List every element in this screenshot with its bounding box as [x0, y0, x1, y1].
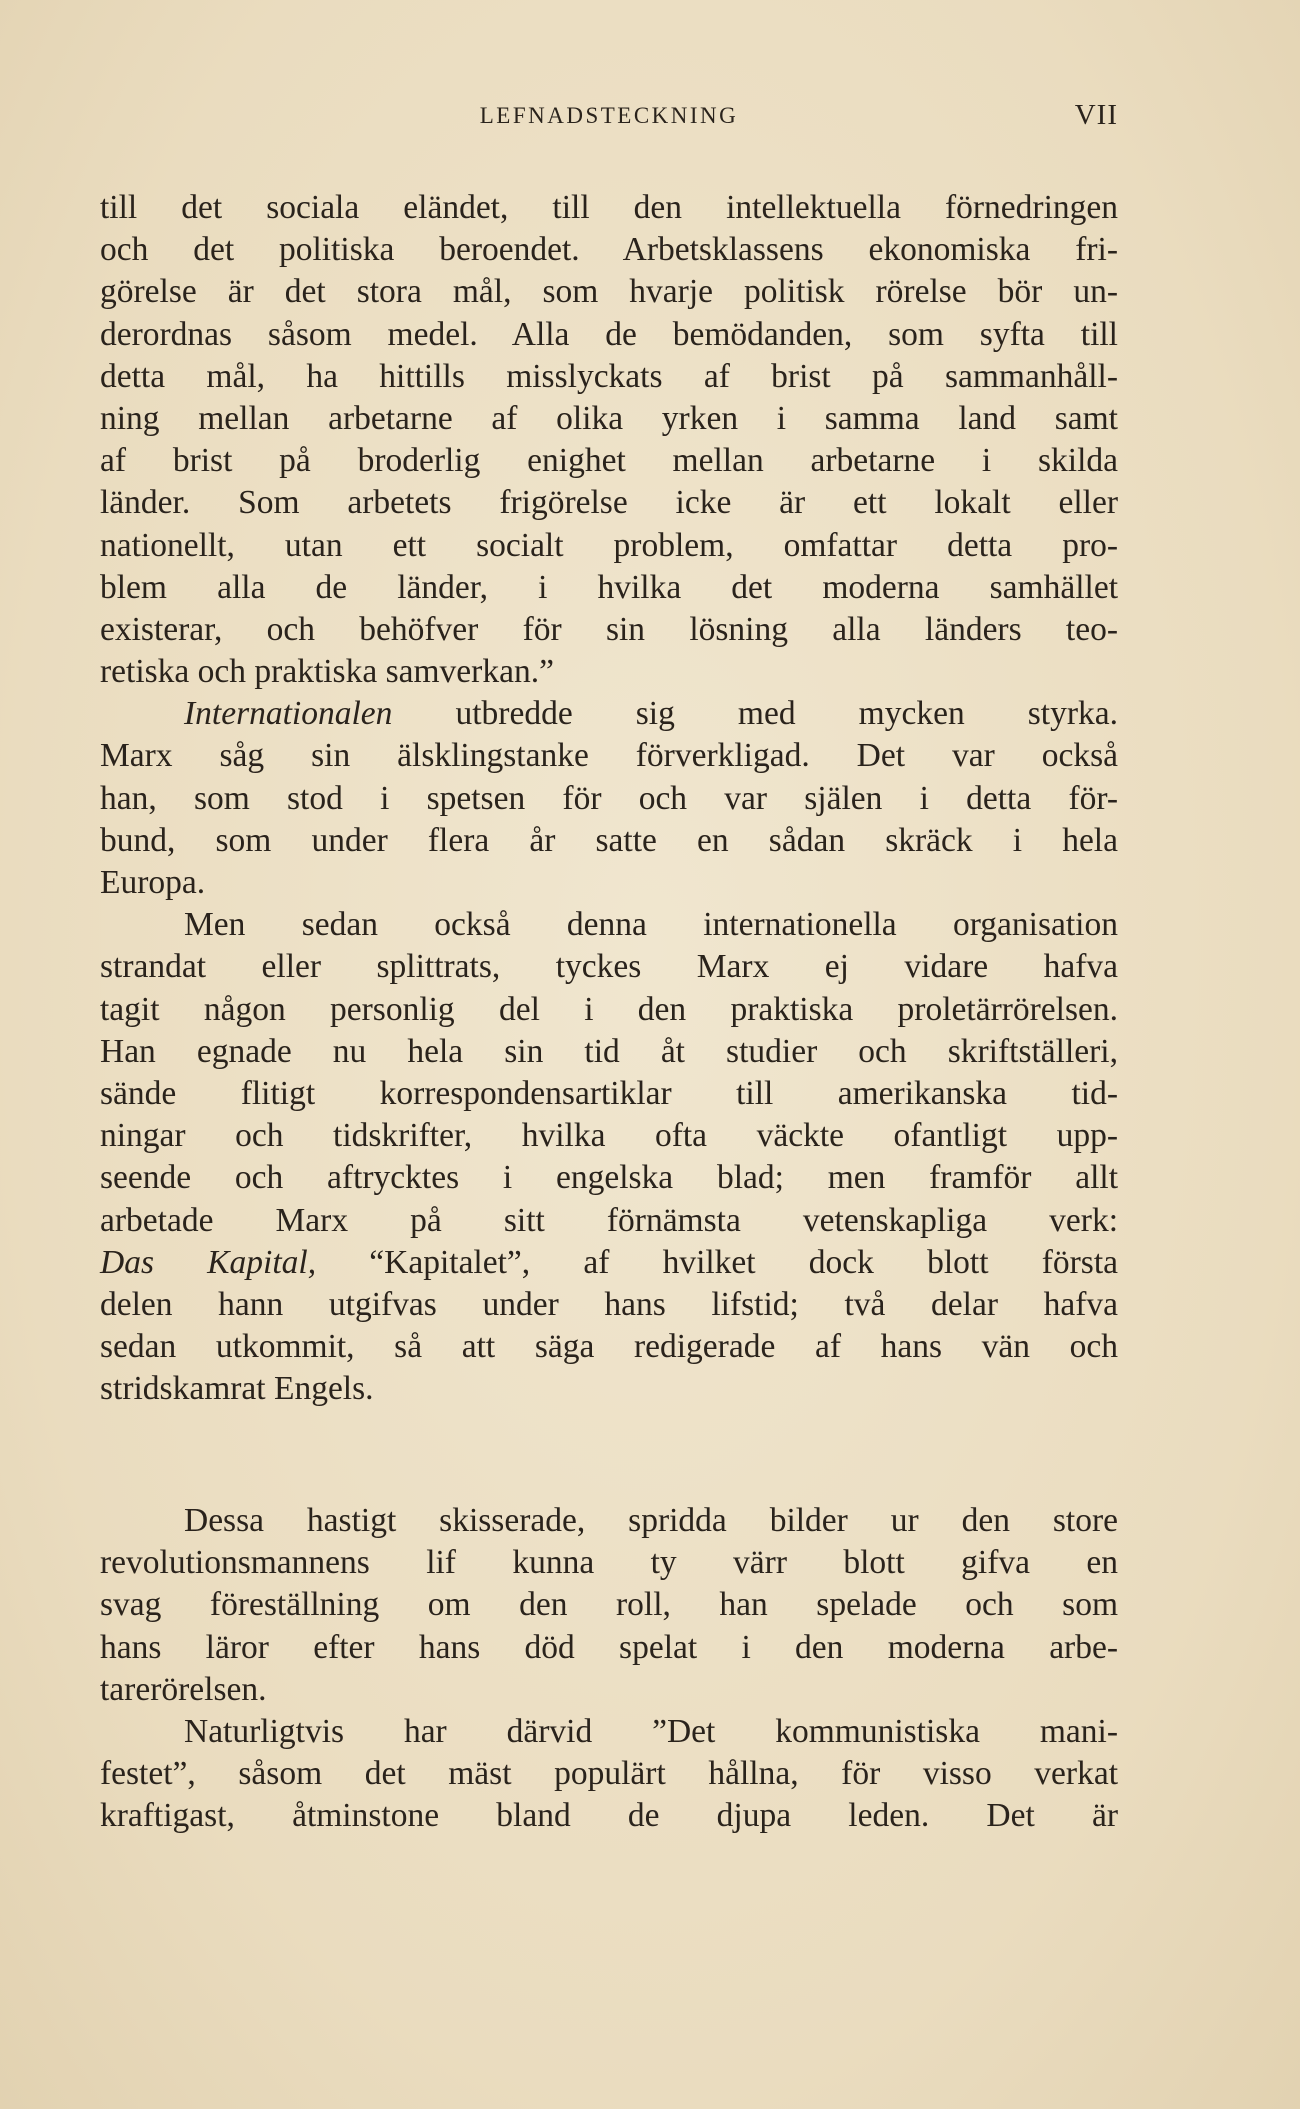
text-line: görelse är det stora mål, som hvarje politisk rörelse bör un- [100, 273, 1118, 311]
text-line: han, som stod i spetsen för och var själen i detta för- [100, 779, 1118, 817]
italic-term-internationalen: Internationalen [184, 695, 393, 733]
text-line: svag föreställning om den roll, han spelade och som [100, 1586, 1118, 1624]
text-line: retiska och praktiska samverkan.” [100, 653, 554, 691]
text-line: arbetade Marx på sitt förnämsta vetenskapliga verk: [100, 1201, 1118, 1239]
text-line: tagit någon personlig del i den praktiska proletärrörelsen. [100, 990, 1118, 1028]
text-line: stridskamrat Engels. [100, 1370, 374, 1408]
text-line: kraftigast, åtminstone bland de djupa leden. Det är [100, 1797, 1118, 1835]
running-head [100, 99, 1118, 137]
text-line: nationellt, utan ett socialt problem, omfattar detta pro- [100, 526, 1118, 564]
text-line: detta mål, ha hittills misslyckats af brist på sammanhåll- [100, 357, 1118, 395]
text-line: bund, som under flera år satte en sådan skräck i hela [100, 821, 1118, 859]
text-line: ningar och tidskrifter, hvilka ofta väckte ofantligt upp- [100, 1117, 1118, 1155]
text-line: strandat eller splittrats, tyckes Marx ej vidare hafva [100, 948, 1118, 986]
text-fragment: utbredde sig med mycken styrka. [392, 695, 1118, 733]
text-line: Han egnade nu hela sin tid åt studier och skriftställeri, [100, 1032, 1118, 1070]
text-block-lower [100, 1500, 1118, 1838]
text-line: sände flitigt korrespondensartiklar till amerikanska tid- [100, 1074, 1118, 1112]
text-fragment: “Kapitalet”, af hvilket dock blott första [316, 1243, 1119, 1281]
text-line: festet”, såsom det mäst populärt hållna, för visso verkat [100, 1755, 1118, 1793]
text-line [100, 693, 1118, 735]
text-line: Naturligtvis har därvid ”Det kommunistiska mani- [184, 1712, 1118, 1750]
text-line: Marx såg sin älsklingstanke förverkligad. Det var också [100, 737, 1118, 775]
text-line: seende och aftrycktes i engelska blad; men framför allt [100, 1159, 1118, 1197]
text-block-upper [100, 187, 1118, 1410]
text-line: af brist på broderlig enighet mellan arbetarne i skilda [100, 442, 1118, 480]
text-line: tarerörelsen. [100, 1670, 267, 1708]
text-line: Europa. [100, 864, 206, 901]
text-line: revolutionsmannens lif kunna ty värr blott gifva en [100, 1544, 1118, 1582]
text-line: sedan utkommit, så att säga redigerade af hans vän och [100, 1328, 1118, 1366]
text-line: existerar, och behöfver för sin lösning alla länders teo- [100, 610, 1118, 648]
text-line: Men sedan också denna internationella organisation [184, 906, 1118, 944]
text-line: och det politiska beroendet. Arbetsklassens ekonomiska fri- [100, 231, 1118, 269]
text-line: hans läror efter hans död spelat i den moderna arbe- [100, 1628, 1118, 1666]
text-line: blem alla de länder, i hvilka det moderna samhället [100, 568, 1118, 606]
text-line: derordnas såsom medel. Alla de bemödanden, som syfta till [100, 315, 1118, 353]
italic-title-das-kapital: Das Kapital, [100, 1243, 317, 1281]
text-line [100, 1242, 1118, 1284]
page-number: VII [1074, 99, 1118, 131]
text-line: länder. Som arbetets frigörelse icke är ett lokalt eller [100, 484, 1118, 522]
text-line: delen hann utgifvas under hans lifstid; två delar hafva [100, 1285, 1118, 1323]
text-line: ning mellan arbetarne af olika yrken i samma land samt [100, 399, 1118, 437]
text-line: Dessa hastigt skisserade, spridda bilder ur den store [184, 1502, 1118, 1539]
text-line: till det sociala eländet, till den intellektuella förnedringen [100, 189, 1118, 226]
running-head-title: LEFNADSTECKNING [479, 103, 739, 128]
